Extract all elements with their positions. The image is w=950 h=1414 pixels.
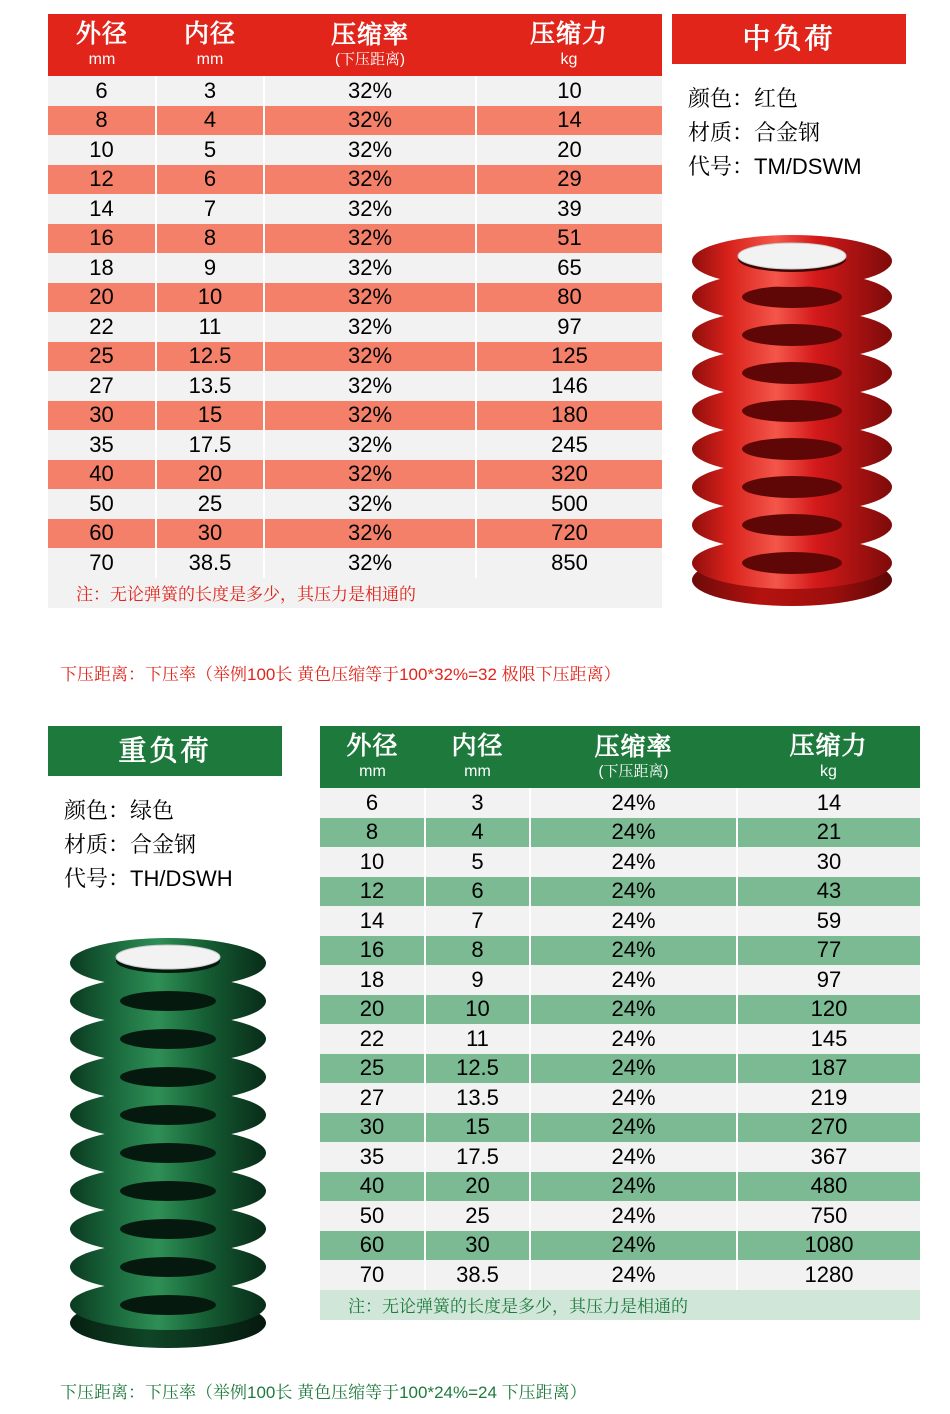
header-inner-diameter-main: 内径 [183,20,236,49]
table-cell: 16 [320,936,425,966]
table-cell: 12 [48,165,156,195]
table-cell: 18 [320,965,425,995]
medium-load-title: 中负荷 [672,14,906,64]
table-row [48,253,662,283]
heavy-load-material-value: 合金钢 [130,832,197,857]
table-cell: 24% [530,906,737,936]
table-cell: 16 [48,224,156,254]
table-cell: 38.5 [425,1260,530,1290]
table-cell: 20 [476,135,662,165]
heavy-load-table-head [320,726,920,788]
table-row [320,995,920,1025]
table-cell: 6 [156,165,264,195]
red-spring-coils [692,235,892,606]
table-cell: 32% [264,224,476,254]
table-cell: 24% [530,995,737,1025]
table-row [320,965,920,995]
medium-load-table-head [48,14,662,76]
table-cell: 8 [156,224,264,254]
table-cell: 9 [156,253,264,283]
table-cell: 17.5 [425,1142,530,1172]
table-cell: 27 [320,1083,425,1113]
table-cell: 14 [737,788,920,818]
table-cell: 24% [530,1172,737,1202]
table-row [48,165,662,195]
table-cell: 38.5 [156,548,264,578]
table-cell: 367 [737,1142,920,1172]
table-row [48,135,662,165]
table-row [48,312,662,342]
table-row [48,430,662,460]
table-cell: 10 [425,995,530,1025]
table-row [48,283,662,313]
table-cell: 70 [320,1260,425,1290]
table-cell: 32% [264,194,476,224]
heavy-load-color-label: 颜色： [64,798,131,823]
table-cell: 24% [530,1054,737,1084]
table-cell: 51 [476,224,662,254]
table-cell: 32% [264,253,476,283]
medium-load-code-line [688,150,906,184]
table-cell: 4 [425,818,530,848]
table-row [48,342,662,372]
heavy-load-table-foot [320,1290,920,1320]
table-cell: 120 [737,995,920,1025]
table-cell: 3 [425,788,530,818]
table-cell: 750 [737,1201,920,1231]
heavy-load-note-row [320,1290,920,1320]
table-cell: 125 [476,342,662,372]
table-cell: 97 [737,965,920,995]
table-row [48,401,662,431]
medium-load-spec-table [48,14,662,608]
header-outer-diameter-unit: mm [359,762,386,780]
table-cell: 12.5 [156,342,264,372]
table-cell: 18 [48,253,156,283]
table-cell: 24% [530,1201,737,1231]
medium-load-color-label: 颜色： [688,86,755,111]
header-compression-force-main: 压缩力 [529,20,608,49]
table-cell: 27 [48,371,156,401]
table-cell: 30 [425,1231,530,1261]
table-cell: 270 [737,1113,920,1143]
medium-load-table-body [48,76,662,578]
table-cell: 20 [320,995,425,1025]
green-spring-image [48,915,288,1355]
table-cell: 30 [48,401,156,431]
table-cell: 32% [264,430,476,460]
table-cell: 24% [530,965,737,995]
table-cell: 8 [320,818,425,848]
header-compression-force [476,14,662,76]
medium-load-info-panel [672,14,906,184]
table-cell: 30 [320,1113,425,1143]
table-cell: 6 [425,877,530,907]
header-inner-diameter [156,14,264,76]
table-cell: 32% [264,489,476,519]
table-cell: 8 [48,106,156,136]
header-outer-diameter-main: 外径 [346,732,399,761]
table-cell: 24% [530,847,737,877]
header-compression-force [737,726,920,788]
table-cell: 24% [530,1231,737,1261]
heavy-load-code-line [64,862,282,896]
table-cell: 8 [425,936,530,966]
table-cell: 24% [530,1024,737,1054]
table-cell: 32% [264,460,476,490]
table-row [320,877,920,907]
medium-load-header-row [48,14,662,76]
heavy-load-table-body [320,788,920,1290]
table-cell: 24% [530,818,737,848]
medium-load-info-lines [672,82,906,184]
header-outer-diameter-unit: mm [88,50,116,68]
table-cell: 32% [264,371,476,401]
table-cell: 13.5 [425,1083,530,1113]
table-cell: 10 [320,847,425,877]
table-cell: 12.5 [425,1054,530,1084]
table-row [320,1024,920,1054]
table-cell: 15 [425,1113,530,1143]
table-cell: 24% [530,1083,737,1113]
medium-load-note-row [48,578,662,608]
heavy-load-material-line [64,828,282,862]
table-cell: 35 [48,430,156,460]
table-cell: 60 [320,1231,425,1261]
table-row [48,224,662,254]
table-cell: 17.5 [156,430,264,460]
table-cell: 32% [264,519,476,549]
table-cell: 14 [476,106,662,136]
table-row [48,519,662,549]
header-outer-diameter [48,14,156,76]
table-row [320,1083,920,1113]
table-cell: 10 [476,76,662,106]
heavy-load-color-value: 绿色 [130,798,175,823]
table-cell: 80 [476,283,662,313]
table-cell: 40 [48,460,156,490]
table-row [48,548,662,578]
table-cell: 7 [425,906,530,936]
table-cell: 32% [264,106,476,136]
table-row [320,847,920,877]
table-cell: 32% [264,76,476,106]
table-cell: 850 [476,548,662,578]
header-compression-force-main: 压缩力 [789,732,868,761]
table-cell: 180 [476,401,662,431]
table-cell: 1080 [737,1231,920,1261]
heavy-load-spec-table [320,726,920,1320]
medium-load-code-value: TM/DSWM [754,154,862,179]
table-cell: 25 [48,342,156,372]
table-cell: 43 [737,877,920,907]
table-cell: 70 [48,548,156,578]
table-row [48,76,662,106]
table-cell: 9 [425,965,530,995]
table-cell: 5 [156,135,264,165]
table-cell: 21 [737,818,920,848]
header-compression-rate-main: 压缩率 [330,21,409,49]
table-cell: 13.5 [156,371,264,401]
table-cell: 97 [476,312,662,342]
heavy-load-info-panel [48,726,282,896]
table-cell: 32% [264,283,476,313]
table-cell: 25 [156,489,264,519]
table-cell: 146 [476,371,662,401]
table-cell: 30 [737,847,920,877]
heavy-load-title: 重负荷 [48,726,282,776]
table-cell: 65 [476,253,662,283]
table-row [320,818,920,848]
medium-load-code-label: 代号： [688,154,755,179]
table-cell: 720 [476,519,662,549]
table-cell: 20 [425,1172,530,1202]
table-cell: 12 [320,877,425,907]
table-cell: 10 [48,135,156,165]
table-cell: 35 [320,1142,425,1172]
table-cell: 32% [264,342,476,372]
header-compression-rate [530,726,737,788]
table-cell: 145 [737,1024,920,1054]
table-cell: 32% [264,135,476,165]
table-cell: 6 [320,788,425,818]
medium-load-color-value: 红色 [754,86,799,111]
table-cell: 480 [737,1172,920,1202]
table-cell: 32% [264,548,476,578]
header-inner-diameter-main: 内径 [451,732,504,761]
table-cell: 77 [737,936,920,966]
table-cell: 24% [530,936,737,966]
medium-load-color-line [688,82,906,116]
table-cell: 20 [48,283,156,313]
table-cell: 187 [737,1054,920,1084]
table-cell: 20 [156,460,264,490]
medium-load-material-label: 材质： [688,120,755,145]
table-cell: 22 [320,1024,425,1054]
table-row [320,906,920,936]
table-cell: 25 [320,1054,425,1084]
table-cell: 25 [425,1201,530,1231]
table-cell: 29 [476,165,662,195]
header-compression-rate-sub: (下压距离) [598,762,669,780]
red-spring-image [672,215,912,615]
medium-load-note: 注：无论弹簧的长度是多少，其压力是相通的 [48,578,662,608]
table-row [48,371,662,401]
header-outer-diameter [320,726,425,788]
header-inner-diameter-unit: mm [464,762,491,780]
medium-load-table-section [48,14,662,608]
table-cell: 245 [476,430,662,460]
table-cell: 40 [320,1172,425,1202]
header-compression-rate-main: 压缩率 [594,733,673,761]
table-row [320,1201,920,1231]
heavy-load-code-label: 代号： [64,866,131,891]
table-row [320,1260,920,1290]
table-cell: 15 [156,401,264,431]
header-inner-diameter [425,726,530,788]
table-cell: 219 [737,1083,920,1113]
table-row [320,1172,920,1202]
header-compression-rate-sub: (下压距离) [335,50,405,68]
table-row [320,1113,920,1143]
heavy-load-material-label: 材质： [64,832,131,857]
header-compression-force-unit: kg [560,50,578,68]
medium-load-table-foot [48,578,662,608]
table-cell: 32% [264,165,476,195]
header-inner-diameter-unit: mm [196,50,224,68]
table-row [48,460,662,490]
heavy-load-header-row [320,726,920,788]
table-cell: 24% [530,1260,737,1290]
table-cell: 11 [425,1024,530,1054]
medium-load-material-value: 合金钢 [754,120,821,145]
table-cell: 14 [320,906,425,936]
table-cell: 7 [156,194,264,224]
table-cell: 4 [156,106,264,136]
table-row [320,1231,920,1261]
table-cell: 3 [156,76,264,106]
table-cell: 50 [48,489,156,519]
table-row [320,1142,920,1172]
table-cell: 10 [156,283,264,313]
table-cell: 50 [320,1201,425,1231]
table-cell: 24% [530,788,737,818]
table-row [320,1054,920,1084]
table-cell: 22 [48,312,156,342]
header-outer-diameter-main: 外径 [75,20,128,49]
table-row [48,489,662,519]
heavy-load-color-line [64,794,282,828]
table-cell: 24% [530,1142,737,1172]
table-cell: 30 [156,519,264,549]
table-cell: 1280 [737,1260,920,1290]
table-cell: 24% [530,877,737,907]
header-compression-rate [264,14,476,76]
medium-load-material-line [688,116,906,150]
table-cell: 39 [476,194,662,224]
table-row [48,106,662,136]
table-cell: 14 [48,194,156,224]
table-cell: 320 [476,460,662,490]
table-cell: 59 [737,906,920,936]
green-spring-coils [70,938,266,1348]
table-cell: 6 [48,76,156,106]
heavy-load-caption: 下压距离：下压率（举例100长 黄色压缩等于100*24%=24 下压距离） [60,1383,587,1402]
heavy-load-table-section [320,726,920,1320]
table-cell: 11 [156,312,264,342]
header-compression-force-unit: kg [820,762,837,780]
table-cell: 32% [264,312,476,342]
table-cell: 24% [530,1113,737,1143]
table-cell: 5 [425,847,530,877]
table-row [320,788,920,818]
heavy-load-note: 注：无论弹簧的长度是多少，其压力是相通的 [320,1290,920,1320]
table-cell: 60 [48,519,156,549]
table-cell: 500 [476,489,662,519]
table-row [320,936,920,966]
heavy-load-code-value: TH/DSWH [130,866,233,891]
table-cell: 32% [264,401,476,431]
medium-load-caption: 下压距离：下压率（举例100长 黄色压缩等于100*32%=32 极限下压距离） [60,665,621,684]
heavy-load-info-lines [48,794,282,896]
table-row [48,194,662,224]
